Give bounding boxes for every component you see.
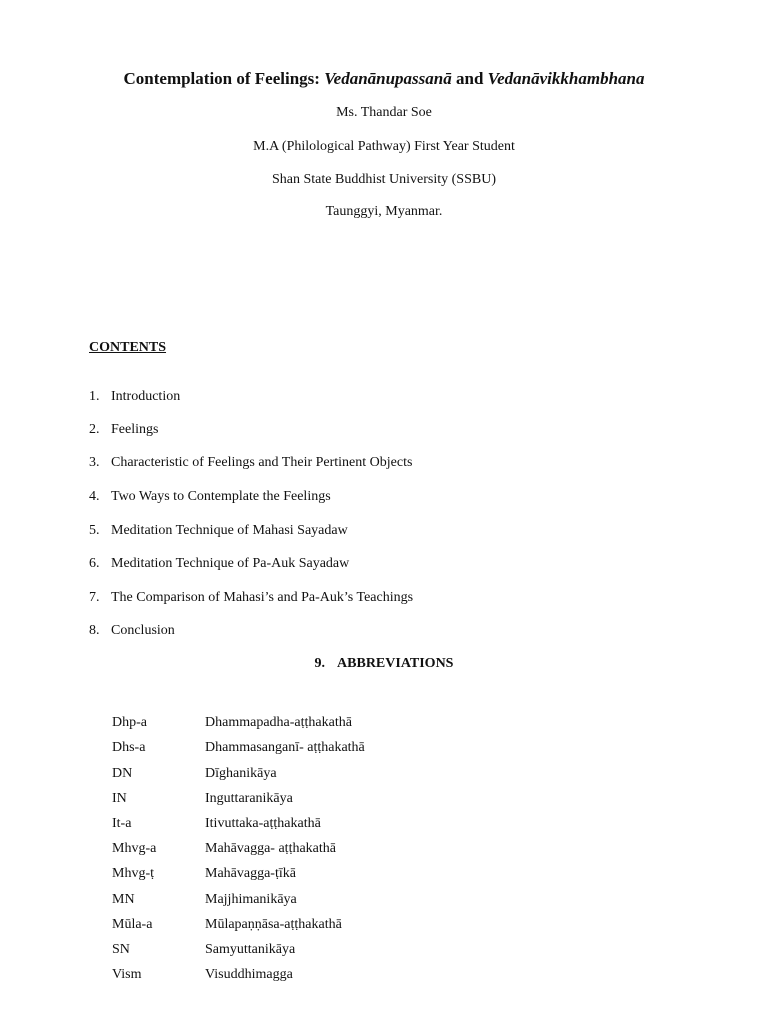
abbreviation-row: [112, 766, 277, 782]
abbreviation-expansion: Majjhimanikāya: [205, 892, 297, 907]
document-title: [0, 69, 768, 89]
toc-item: [89, 523, 348, 539]
abbreviation-expansion: Mahāvagga-ṭīkā: [205, 866, 296, 881]
abbreviations-title: ABBREVIATIONS: [337, 656, 454, 671]
abbreviation-key: Dhp-a: [112, 715, 147, 730]
abbreviation-key: Vism: [112, 967, 142, 982]
abbreviation-expansion: Mūlapaṇṇāsa-aṭṭhakathā: [205, 917, 342, 932]
toc-label: Two Ways to Contemplate the Feelings: [111, 489, 331, 504]
toc-label: Characteristic of Feelings and Their Pertinent Objects: [111, 455, 413, 470]
toc-label: Meditation Technique of Pa-Auk Sayadaw: [111, 556, 350, 571]
author-program: M.A (Philological Pathway) First Year Student: [253, 139, 515, 154]
abbreviation-key: MN: [112, 892, 135, 907]
toc-label: Feelings: [111, 422, 159, 437]
toc-number: 5.: [89, 523, 100, 538]
toc-number: 4.: [89, 489, 100, 504]
abbreviation-expansion: Samyuttanikāya: [205, 942, 296, 957]
abbreviation-row: [112, 892, 297, 908]
author-location: Taunggyi, Myanmar.: [325, 204, 443, 219]
abbreviation-row: [112, 866, 296, 882]
toc-number: 8.: [89, 623, 100, 638]
toc-number: 3.: [89, 455, 100, 470]
abbreviation-row: [112, 715, 352, 731]
abbreviation-expansion: Mahāvagga- aṭṭhakathā: [205, 841, 336, 856]
abbreviation-key: Dhs-a: [112, 740, 146, 755]
toc-label: Meditation Technique of Mahasi Sayadaw: [111, 523, 348, 538]
toc-number: 6.: [89, 556, 100, 571]
abbreviation-row: [112, 791, 293, 807]
abbreviation-expansion: Inguttaranikāya: [205, 791, 293, 806]
toc-label: Conclusion: [111, 623, 175, 638]
abbreviation-expansion: Dhammasanganī- aṭṭhakathā: [205, 740, 365, 755]
abbreviation-key: Mhvg-a: [112, 841, 157, 856]
abbreviation-key: It-a: [112, 816, 132, 831]
abbreviation-key: Mhvg-ṭ: [112, 866, 154, 881]
toc-item: [89, 590, 413, 606]
abbreviation-row: [112, 967, 293, 983]
toc-item: [89, 422, 158, 438]
toc-number: 1.: [89, 389, 100, 404]
author-name: Ms. Thandar Soe: [336, 105, 432, 120]
toc-item: [89, 556, 349, 572]
abbreviation-expansion: Dhammapadha-aṭṭhakathā: [205, 715, 352, 730]
abbreviation-row: [112, 917, 342, 933]
abbreviation-row: [112, 816, 321, 832]
title-term-vedananupassana: Vedanānupassanā: [324, 69, 452, 88]
toc-item: [89, 623, 175, 639]
abbreviations-number: 9.: [314, 656, 326, 671]
abbreviation-key: DN: [112, 766, 133, 781]
title-prefix: Contemplation of Feelings:: [123, 69, 325, 88]
abbreviation-row: [112, 942, 295, 958]
contents-heading: CONTENTS: [89, 340, 167, 355]
abbreviation-key: Mūla-a: [112, 917, 153, 932]
abbreviation-row: [112, 740, 365, 756]
toc-label: The Comparison of Mahasi’s and Pa-Auk’s Teachings: [111, 590, 414, 605]
abbreviation-expansion: Itivuttaka-aṭṭhakathā: [205, 816, 321, 831]
toc-number: 2.: [89, 422, 100, 437]
title-connector: and: [451, 69, 488, 88]
abbreviation-key: IN: [112, 791, 127, 806]
toc-item: [89, 489, 331, 505]
abbreviation-key: SN: [112, 942, 130, 957]
abbreviation-expansion: Visuddhimagga: [205, 967, 293, 982]
abbreviation-row: [112, 841, 336, 857]
author-university: Shan State Buddhist University (SSBU): [271, 172, 496, 187]
title-term-vedanavikkhambhana: Vedanāvikkhambhana: [487, 69, 645, 88]
abbreviation-expansion: Dīghanikāya: [205, 766, 277, 781]
toc-number: 7.: [89, 590, 100, 605]
abbreviations-heading: [0, 656, 768, 672]
toc-item: [89, 389, 180, 405]
toc-label: Introduction: [111, 389, 181, 404]
toc-item: [89, 455, 412, 471]
